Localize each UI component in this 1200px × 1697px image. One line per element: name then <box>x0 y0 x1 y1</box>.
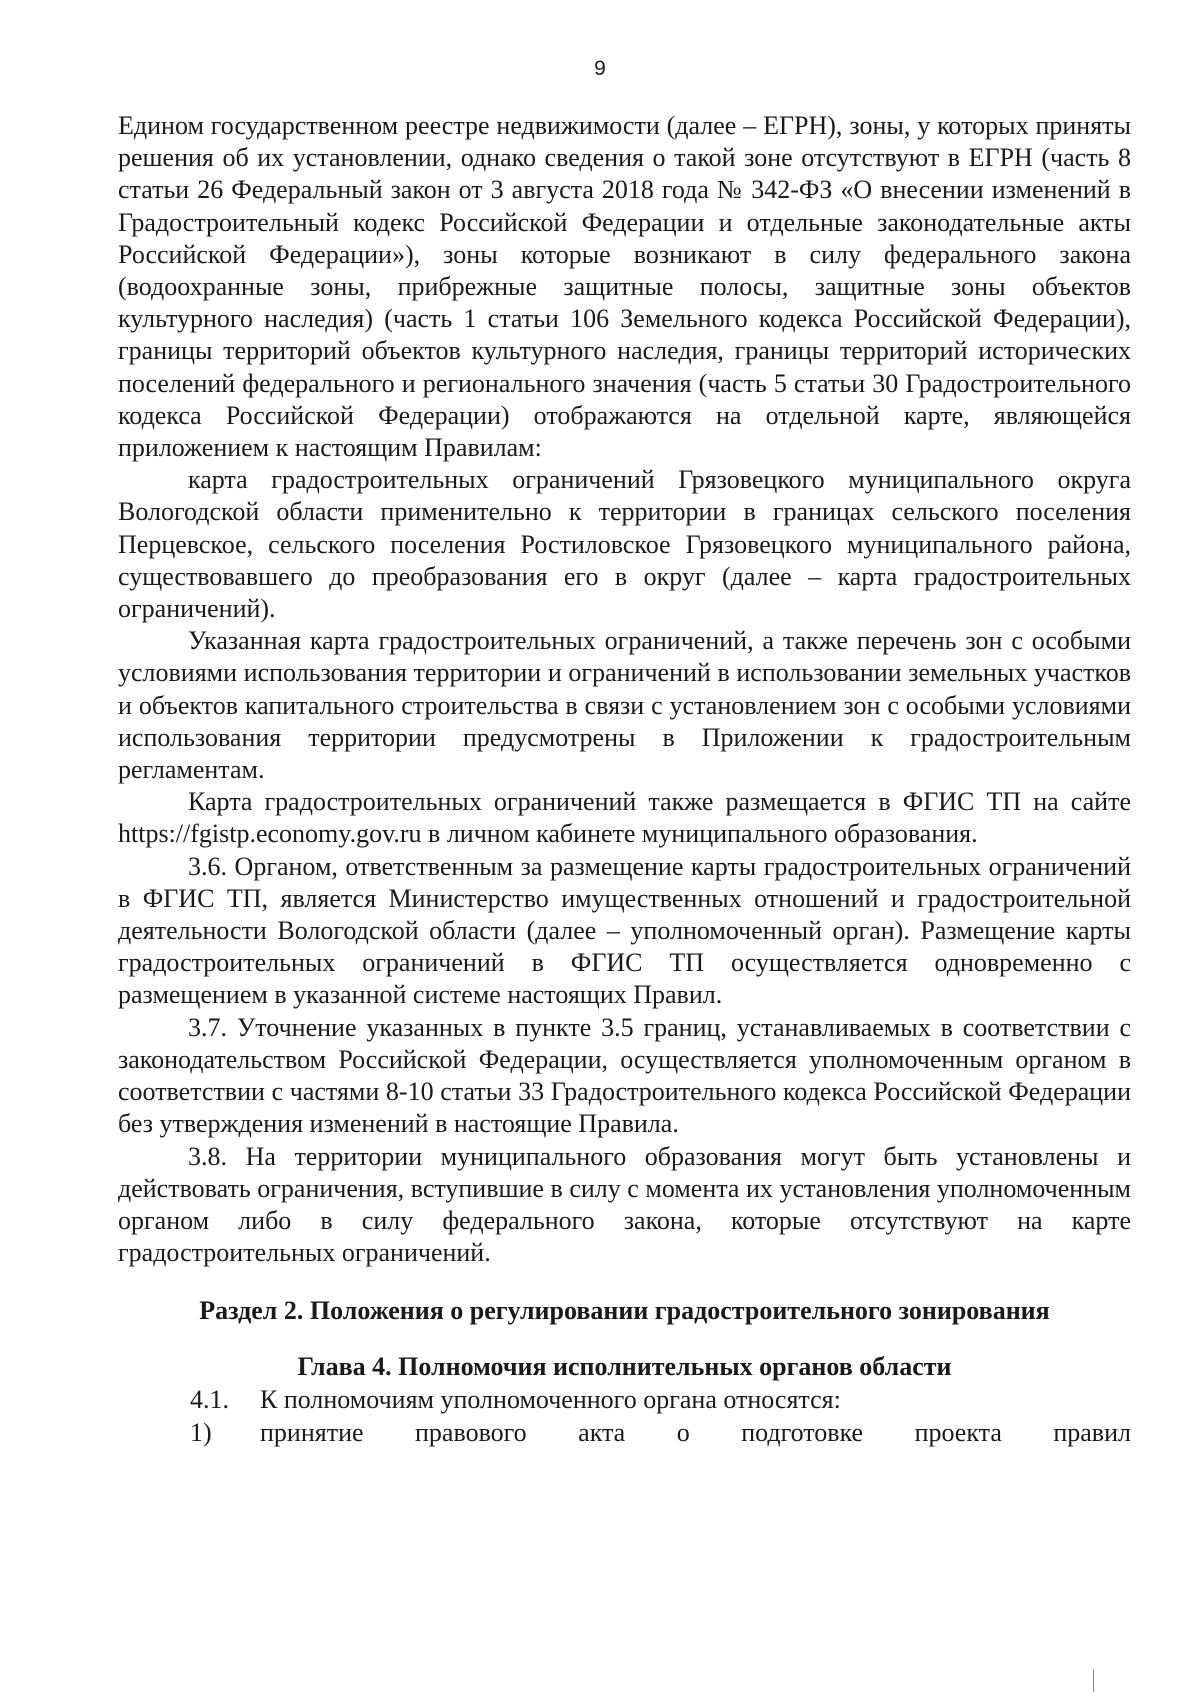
paragraph-fgis-publication: Карта градостроительных ограничений также размещается в ФГИС ТП на сайте https://fgistp.economy.gov.ru в личном кабинете муниципального образования. <box>118 787 1131 849</box>
clause-3-8: 3.8. На территории муниципального образования могут быть установлены и действовать ограничения, вступившие в силу с момента их установления уполномоченным органом либо в силу федерального закона, которые отсутствуют на карте градостроительных ограничений. <box>118 1141 1131 1268</box>
clause-3-6: 3.6. Органом, ответственным за размещение карты градостроительных ограничений в ФГИС ТП, является Министерство имущественных отношений и градостроительной деятельности Вологодской области (далее – уполномоченный орган). Размещение карты градостроительных ограничений в ФГИС ТП осуществляется одновременно с размещением в указанной системе настоящих Правил. <box>118 851 1131 1010</box>
list-item-word: подготовке <box>741 1417 864 1447</box>
list-item-word: акта <box>578 1417 626 1447</box>
list-item-number: 1) <box>190 1417 212 1447</box>
chapter-heading: Глава 4. Полномочия исполнительных органов области <box>297 1352 952 1382</box>
list-item-text: К полномочиям уполномоченного органа относятся: <box>260 1385 841 1415</box>
clause-3-7: 3.7. Уточнение указанных в пункте 3.5 границ, устанавливаемых в соответствии с законодательством Российской Федерации, осуществляется уполномоченным органом в соответствии с частями 8-10 статьи 33 Градостроительного кодекса Российской Федерации без утверждения изменений в настоящие Правила. <box>118 1012 1131 1139</box>
list-item-word: правил <box>1053 1417 1131 1447</box>
list-item <box>118 1384 1131 1416</box>
paragraph-restrictions-map: карта градостроительных ограничений Грязовецкого муниципального округа Вологодской области применительно к территории в границах сельского поселения Перцевское, сельского поселения Ростиловское Грязовецкого муниципального района, существовавшего до преобразования его в округ (далее – карта градостроительных ограничений). <box>118 465 1131 624</box>
page-number: 9 <box>594 57 606 80</box>
list-item-text <box>260 1417 1131 1449</box>
list-item-word: правового <box>415 1417 527 1447</box>
paragraph-map-and-zones-list: Указанная карта градостроительных ограничений, а также перечень зон с особыми условиями использования территории и ограничений в использовании земельных участков и объектов капитального строительства в связи с установлением зон с особыми условиями использования территории предусмотрены в Приложении к градостроительным регламентам. <box>118 626 1131 785</box>
list-item-number: 4.1. <box>190 1385 229 1415</box>
scan-margin-mark <box>1093 1670 1094 1692</box>
section-heading: Раздел 2. Положения о регулировании градостроительного зонирования <box>199 1296 1050 1326</box>
list-item-word: принятие <box>260 1417 364 1447</box>
list-item-word: о <box>676 1417 690 1447</box>
list-item <box>118 1417 1131 1449</box>
document-body <box>118 110 1131 1449</box>
list-item-word: проекта <box>914 1417 1002 1447</box>
paragraph-zones-display: Едином государственном реестре недвижимости (далее – ЕГРН), зоны, у которых приняты решения об их установлении, однако сведения о такой зоне отсутствуют в ЕГРН (часть 8 статьи 26 Федеральный закон от 3 августа 2018 года № 342-ФЗ «О внесении изменений в Градостроительный кодекс Российской Федерации и отдельные законодательные акты Российской Федерации»), зоны которые возникают в силу федерального закона (водоохранные зоны, прибрежные защитные полосы, защитные зоны объектов культурного наследия) (часть 1 статьи 106 Земельного кодекса Российской Федерации), границы территорий объектов культурного наследия, границы территорий исторических поселений федерального и регионального значения (часть 5 статьи 30 Градостроительного кодекса Российской Федерации) отображаются на отдельной карте, являющейся приложением к настоящим Правилам: <box>118 111 1131 463</box>
